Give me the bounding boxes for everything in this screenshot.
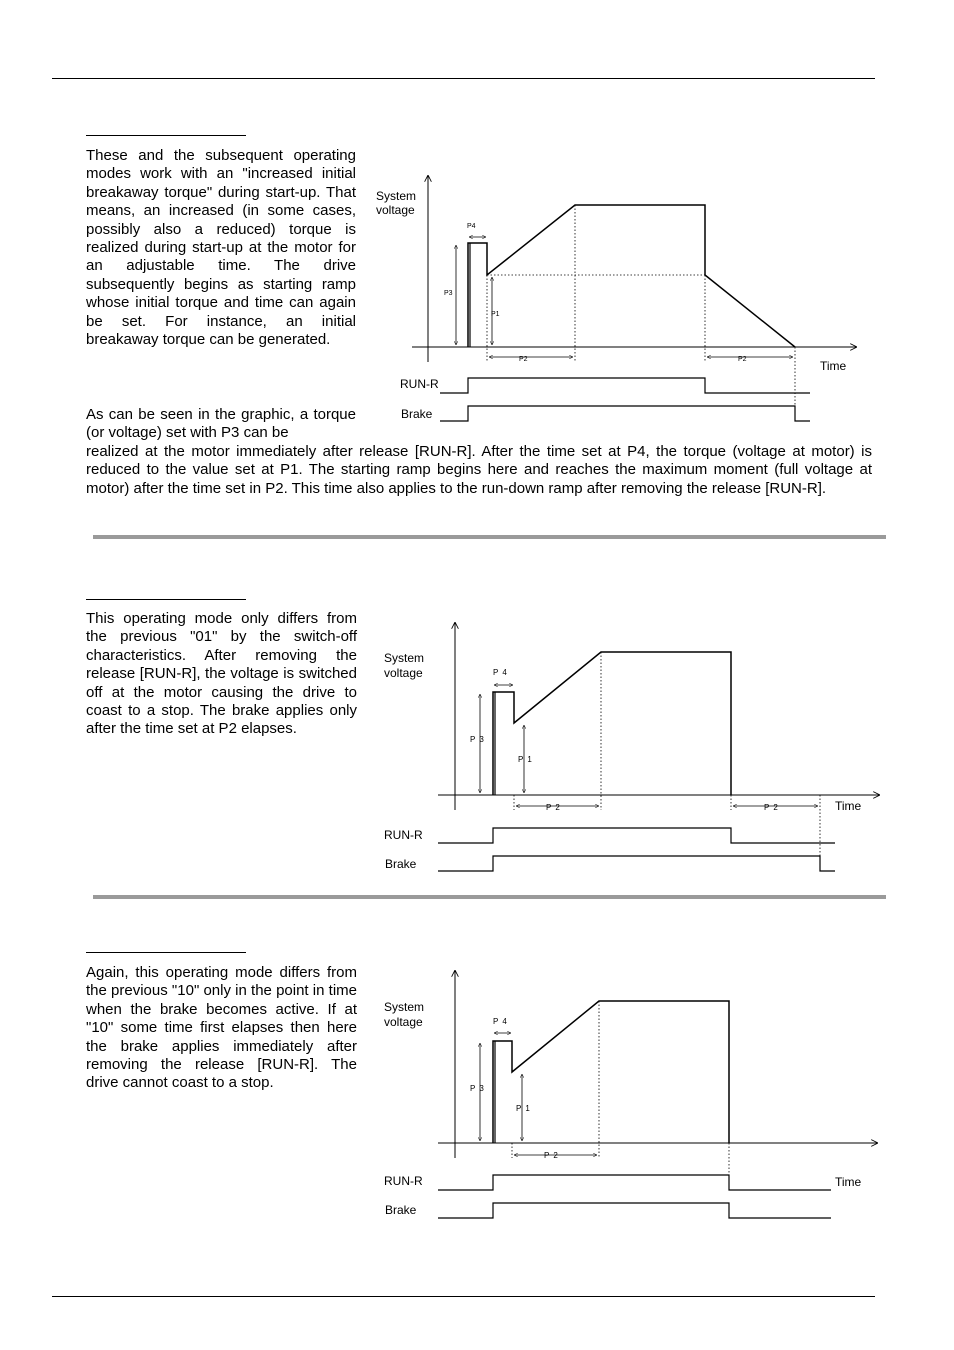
run-r-label: RUN-R bbox=[384, 1174, 423, 1188]
x-axis-label: Time bbox=[820, 359, 847, 373]
p2-label-start: P2 bbox=[519, 356, 528, 363]
run-r-signal bbox=[440, 378, 810, 393]
footer-rule bbox=[52, 1296, 875, 1297]
section-3-heading-underline bbox=[86, 952, 246, 953]
diagram-mode-10 bbox=[370, 610, 890, 880]
p2-label-stop: P2 bbox=[738, 356, 747, 363]
brake-signal bbox=[438, 1203, 831, 1218]
diagram-mode-11 bbox=[370, 960, 890, 1225]
p3-label: P 3 bbox=[470, 735, 485, 744]
brake-signal bbox=[438, 856, 835, 871]
section-1-heading-underline bbox=[86, 135, 246, 136]
p3-label: P 3 bbox=[470, 1084, 485, 1093]
run-r-label: RUN-R bbox=[400, 377, 439, 391]
p4-label: P4 bbox=[467, 223, 476, 230]
voltage-curve bbox=[493, 1001, 729, 1143]
p2-label-stop: P 2 bbox=[764, 803, 779, 812]
x-axis-label: Time bbox=[835, 799, 862, 813]
section-2-heading-underline bbox=[86, 599, 246, 600]
p1-label: P 1 bbox=[518, 755, 533, 764]
p3-label: P3 bbox=[444, 290, 453, 297]
p2-label-start: P 2 bbox=[546, 803, 561, 812]
section-1-intro: These and the subsequent operating modes work with an "increased initial breakaway torque" during start-up. That means, an increased (in some cases, possibly also a reduced) torque is realized during start-up at the motor for an adjustable time. The drive subsequently begins as starting ramp whose initial torque and time can again be set. For instance, an initial breakaway torque can be generated. bbox=[86, 147, 356, 349]
section-1-graphic-prefix: As can be seen in the graphic, a torque (or voltage) set with P3 can be bbox=[86, 406, 356, 442]
section-3-intro: Again, this operating mode differs from the previous "10" only in the point in time when the brake becomes active. If at "10" some time first elapses then here the brake applies immediately after removing the release [RUN-R]. The drive cannot coast to a stop. bbox=[86, 964, 357, 1092]
p1-label: P1 bbox=[491, 311, 500, 318]
y-axis-label-2: voltage bbox=[384, 1015, 423, 1029]
brake-label: Brake bbox=[385, 1203, 417, 1217]
brake-label: Brake bbox=[401, 407, 433, 421]
y-axis-label-1: System bbox=[384, 1000, 425, 1014]
section-1-graphic-text: realized at the motor immediately after release [RUN-R]. After the time set at P4, the torque (voltage at motor) is reduced to the value set at P1. The starting ramp begins here and reaches the maximum moment (full voltage at motor) after the time set in P2. This time also applies to the run-down ramp after removing the release [RUN-R]. bbox=[86, 443, 872, 497]
section-separator-2 bbox=[93, 895, 886, 899]
p4-label: P 4 bbox=[493, 668, 508, 677]
run-r-signal bbox=[438, 1175, 831, 1190]
x-axis-label: Time bbox=[835, 1175, 862, 1189]
p1-label: P 1 bbox=[516, 1104, 531, 1113]
y-axis-label-1: System bbox=[376, 189, 417, 203]
voltage-curve bbox=[493, 652, 731, 795]
run-r-signal bbox=[438, 828, 835, 843]
p2-label: P 2 bbox=[544, 1151, 559, 1160]
section-2-intro: This operating mode only differs from the previous "01" by the switch-off characteristics. After removing the release [RUN-R], the voltage is switched off at the motor causing the drive to coast to a stop. The brake applies only after the time set at P2 elapses. bbox=[86, 610, 357, 738]
section-separator-1 bbox=[93, 535, 886, 539]
brake-signal bbox=[440, 406, 810, 421]
diagram-mode-01 bbox=[360, 165, 880, 430]
p4-label: P 4 bbox=[493, 1017, 508, 1026]
run-r-label: RUN-R bbox=[384, 828, 423, 842]
brake-label: Brake bbox=[385, 857, 417, 871]
header-rule bbox=[52, 78, 875, 79]
voltage-curve bbox=[468, 205, 795, 347]
y-axis-label-2: voltage bbox=[376, 203, 415, 217]
y-axis-label-2: voltage bbox=[384, 666, 423, 680]
y-axis-label-1: System bbox=[384, 651, 425, 665]
